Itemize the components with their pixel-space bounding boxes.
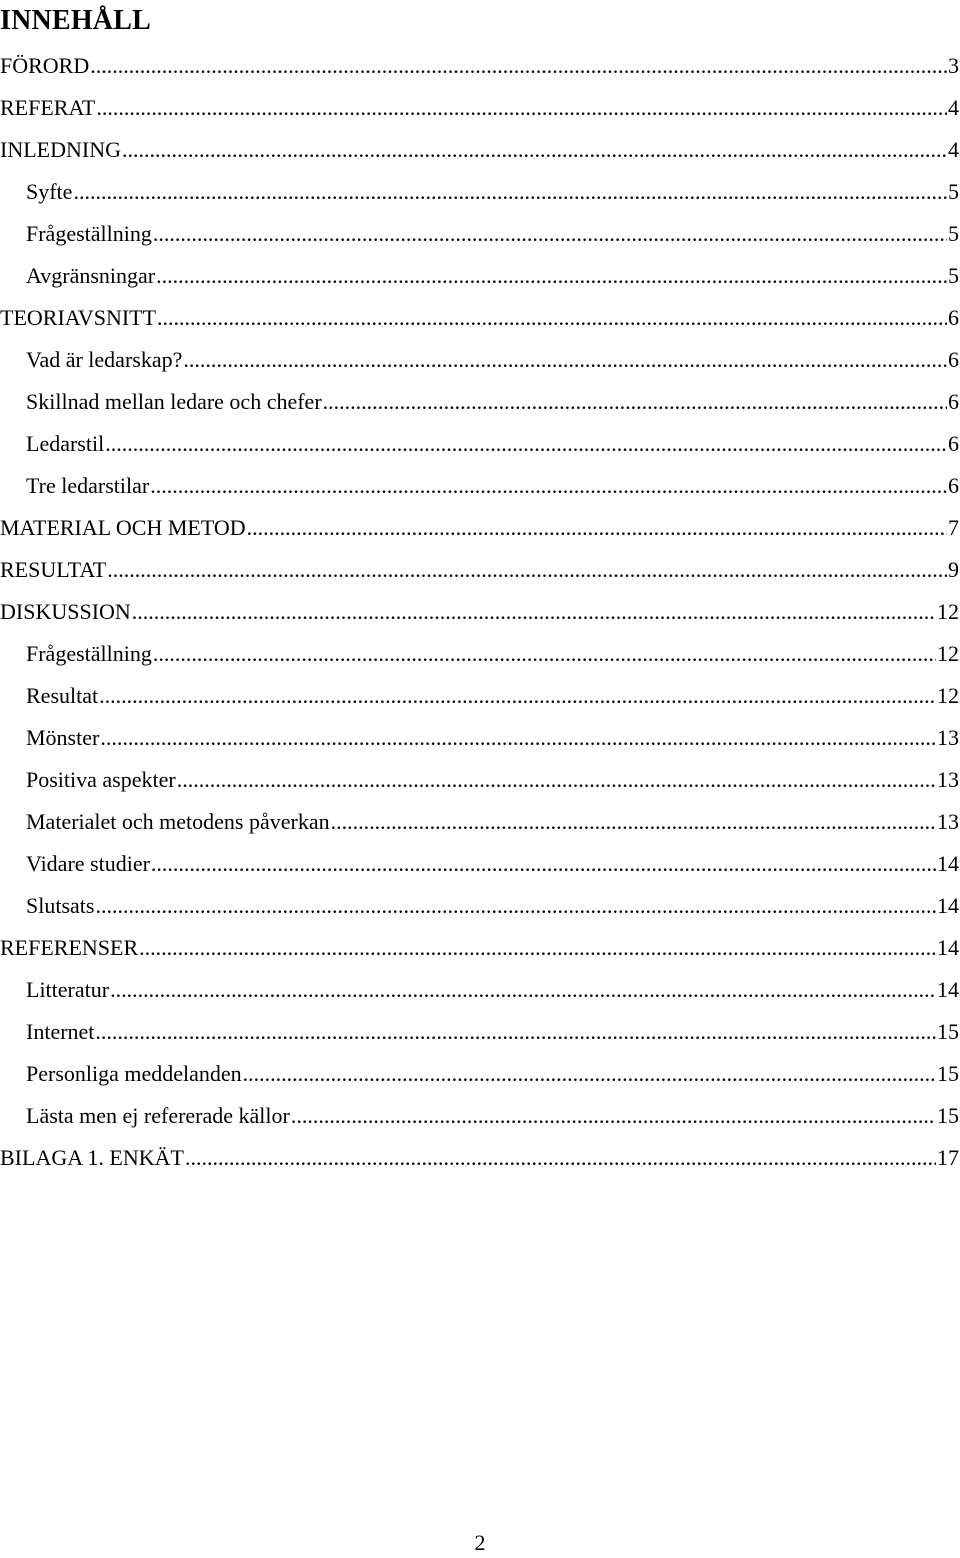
- toc-entry-page: 15: [937, 1103, 959, 1128]
- toc-dot-leader: [95, 885, 936, 927]
- toc-entry[interactable]: [0, 801, 960, 843]
- toc-entry-title: Frågeställning: [26, 641, 152, 666]
- toc-entry[interactable]: [0, 465, 960, 507]
- toc-dot-leader: [132, 591, 936, 633]
- toc-entry-page: 4: [948, 95, 959, 120]
- toc-entry[interactable]: [0, 213, 960, 255]
- toc-dot-leader: [331, 801, 936, 843]
- toc-entry-title: REFERAT: [0, 95, 96, 120]
- toc-entry-title: Mönster: [26, 725, 100, 750]
- toc-entry[interactable]: [0, 423, 960, 465]
- toc-entry-title: Lästa men ej refererade källor: [26, 1103, 290, 1128]
- toc-entry-title: Vad är ledarskap?: [26, 347, 183, 372]
- toc-entry-page: 15: [937, 1061, 959, 1086]
- toc-entry[interactable]: [0, 129, 960, 171]
- toc-entry-title: Internet: [26, 1019, 95, 1044]
- toc-entry-page: 13: [937, 809, 959, 834]
- toc-entry[interactable]: [0, 675, 960, 717]
- toc-dot-leader: [153, 213, 947, 255]
- toc-entry-page: 9: [948, 557, 959, 582]
- page-number: 2: [474, 1530, 486, 1555]
- toc-entry-title: Vidare studier: [26, 851, 150, 876]
- toc-dot-leader: [122, 129, 947, 171]
- toc-entry[interactable]: [0, 1011, 960, 1053]
- toc-entry-page: 5: [948, 263, 959, 288]
- toc-entry[interactable]: [0, 717, 960, 759]
- toc-entry-page: 12: [937, 599, 959, 624]
- toc-dot-leader: [107, 549, 947, 591]
- toc-entry[interactable]: [0, 549, 960, 591]
- toc-entry-title: MATERIAL OCH METOD: [0, 515, 246, 540]
- toc-entry[interactable]: [0, 885, 960, 927]
- toc-entry[interactable]: [0, 171, 960, 213]
- toc-entry-page: 6: [948, 347, 959, 372]
- toc-entry[interactable]: [0, 339, 960, 381]
- toc-dot-leader: [105, 423, 947, 465]
- toc-dot-leader: [243, 1053, 936, 1095]
- toc-entry[interactable]: [0, 969, 960, 1011]
- toc-entry-title: Avgränsningar: [26, 263, 156, 288]
- toc-entry-title: Syfte: [26, 179, 73, 204]
- toc-entry-title: Skillnad mellan ledare och chefer: [26, 389, 322, 414]
- toc-entry-page: 12: [937, 683, 959, 708]
- toc-heading: INNEHÅLL: [0, 5, 151, 36]
- toc-entry-title: Frågeställning: [26, 221, 152, 246]
- toc-dot-leader: [110, 969, 936, 1011]
- toc-entry-title: TEORIAVSNITT: [0, 305, 157, 330]
- toc-entry-page: 4: [948, 137, 959, 162]
- toc-entry-title: Ledarstil: [26, 431, 105, 456]
- toc-dot-leader: [96, 87, 947, 129]
- toc-entry-title: REFERENSER: [0, 935, 139, 960]
- toc-entry-title: FÖRORD: [0, 53, 90, 78]
- toc-entry-title: Positiva aspekter: [26, 767, 176, 792]
- toc-entry-title: DISKUSSION: [0, 599, 131, 624]
- toc-entry[interactable]: [0, 297, 960, 339]
- toc-entry[interactable]: [0, 1137, 960, 1179]
- toc-dot-leader: [99, 675, 936, 717]
- toc-dot-leader: [90, 45, 947, 87]
- toc-entry-page: 6: [948, 473, 959, 498]
- toc-dot-leader: [151, 843, 936, 885]
- toc-entry[interactable]: [0, 87, 960, 129]
- toc-entry-title: BILAGA 1. ENKÄT: [0, 1145, 184, 1170]
- toc-entry-page: 3: [948, 53, 959, 78]
- toc-entry[interactable]: [0, 45, 960, 87]
- toc-dot-leader: [73, 171, 947, 213]
- toc-dot-leader: [156, 255, 947, 297]
- toc-entry-title: INLEDNING: [0, 137, 121, 162]
- table-of-contents: [0, 45, 960, 1179]
- toc-entry-page: 6: [948, 389, 959, 414]
- toc-dot-leader: [323, 381, 947, 423]
- toc-entry-title: Resultat: [26, 683, 99, 708]
- toc-dot-leader: [139, 927, 936, 969]
- toc-dot-leader: [153, 633, 936, 675]
- toc-entry-page: 14: [937, 851, 959, 876]
- toc-entry[interactable]: [0, 1095, 960, 1137]
- toc-entry-page: 5: [948, 179, 959, 204]
- toc-entry-page: 5: [948, 221, 959, 246]
- toc-dot-leader: [177, 759, 936, 801]
- toc-entry-page: 13: [937, 767, 959, 792]
- toc-dot-leader: [185, 1137, 936, 1179]
- toc-entry-title: RESULTAT: [0, 557, 107, 582]
- toc-entry-page: 14: [937, 893, 959, 918]
- toc-entry[interactable]: [0, 633, 960, 675]
- toc-entry[interactable]: [0, 381, 960, 423]
- toc-dot-leader: [183, 339, 947, 381]
- toc-entry-page: 17: [937, 1145, 959, 1170]
- toc-entry-page: 14: [937, 935, 959, 960]
- toc-dot-leader: [150, 465, 947, 507]
- toc-dot-leader: [157, 297, 947, 339]
- toc-dot-leader: [95, 1011, 936, 1053]
- toc-entry-title: Slutsats: [26, 893, 95, 918]
- toc-entry[interactable]: [0, 591, 960, 633]
- toc-entry-title: Personliga meddelanden: [26, 1061, 242, 1086]
- toc-entry-title: Litteratur: [26, 977, 110, 1002]
- toc-entry[interactable]: [0, 927, 960, 969]
- toc-dot-leader: [100, 717, 936, 759]
- toc-entry-page: 12: [937, 641, 959, 666]
- toc-dot-leader: [247, 507, 947, 549]
- toc-entry-page: 7: [948, 515, 959, 540]
- toc-entry-page: 6: [948, 431, 959, 456]
- toc-entry[interactable]: [0, 843, 960, 885]
- toc-entry-title: Tre ledarstilar: [26, 473, 150, 498]
- toc-dot-leader: [291, 1095, 936, 1137]
- toc-entry-page: 13: [937, 725, 959, 750]
- toc-entry[interactable]: [0, 255, 960, 297]
- toc-entry-page: 15: [937, 1019, 959, 1044]
- toc-entry-page: 6: [948, 305, 959, 330]
- toc-entry[interactable]: [0, 507, 960, 549]
- toc-entry[interactable]: [0, 1053, 960, 1095]
- toc-entry-title: Materialet och metodens påverkan: [26, 809, 330, 834]
- toc-entry-page: 14: [937, 977, 959, 1002]
- toc-entry[interactable]: [0, 759, 960, 801]
